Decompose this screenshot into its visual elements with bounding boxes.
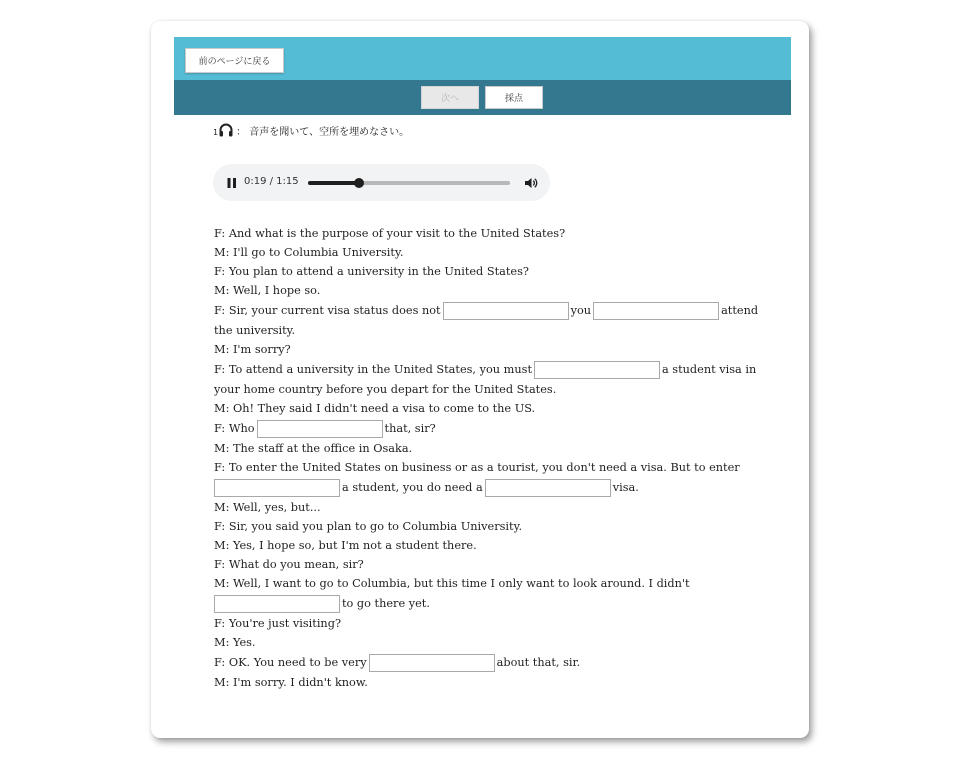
dialog-text: attend	[721, 304, 759, 317]
dialog-line: F: What do you mean, sir?	[214, 558, 364, 571]
dialog-text: to go there yet.	[342, 597, 430, 610]
dialog-line	[214, 359, 774, 380]
dialog-text: a student visa in	[661, 363, 757, 376]
next-button[interactable]: 次へ	[421, 86, 479, 109]
volume-icon[interactable]	[524, 176, 538, 190]
score-button[interactable]: 採点	[485, 86, 543, 109]
pause-icon[interactable]	[226, 176, 238, 190]
dialog-transcript	[214, 224, 774, 692]
dialog-text: a student, you do need a	[342, 481, 483, 494]
dialog-text: about that, sir.	[496, 656, 581, 669]
instruction-text: ： 音声を聞いて、空所を埋めなさい。	[236, 126, 410, 138]
back-button[interactable]: 前のページに戻る	[185, 48, 284, 73]
dialog-text: visa.	[612, 481, 639, 494]
dialog-line: F: You plan to attend a university in the United States?	[214, 265, 529, 278]
dialog-line	[214, 418, 774, 439]
dialog-text: you	[570, 304, 592, 317]
dialog-line: your home country before you depart for the United States.	[214, 383, 557, 396]
header-bar	[174, 37, 791, 80]
dialog-line: F: To enter the United States on business or as a tourist, you don't need a visa. But to enter	[214, 461, 740, 474]
dialog-text: that, sir?	[384, 422, 436, 435]
dialog-text: F: To attend a university in the United States, you must	[214, 363, 532, 376]
dialog-line: M: Yes.	[214, 636, 256, 649]
dialog-text: F: OK. You need to be very	[214, 656, 367, 669]
dialog-line: M: The staff at the office in Osaka.	[214, 442, 413, 455]
dialog-text: F: Sir, your current visa status does not	[214, 304, 441, 317]
dialog-line	[214, 477, 774, 498]
audio-progress-thumb[interactable]	[354, 178, 364, 188]
audio-progress-fill	[308, 181, 359, 185]
audio-player	[213, 164, 550, 201]
blank-input-6[interactable]	[485, 479, 611, 497]
blank-input-8[interactable]	[369, 654, 495, 672]
headphones-icon	[218, 122, 234, 138]
dialog-line	[214, 652, 774, 673]
dialog-line: F: You're just visiting?	[214, 617, 341, 630]
dialog-line: M: Oh! They said I didn't need a visa to come to the US.	[214, 402, 536, 415]
dialog-line: M: I'll go to Columbia University.	[214, 246, 404, 259]
dialog-line: M: Well, yes, but...	[214, 501, 321, 514]
question-number: 1	[213, 127, 219, 137]
blank-input-3[interactable]	[534, 361, 660, 379]
dialog-line: F: And what is the purpose of your visit to the United States?	[214, 227, 566, 240]
blank-input-2[interactable]	[593, 302, 719, 320]
blank-input-7[interactable]	[214, 595, 340, 613]
dialog-line: M: I'm sorry?	[214, 343, 291, 356]
blank-input-1[interactable]	[443, 302, 569, 320]
dialog-line: M: Yes, I hope so, but I'm not a student there.	[214, 539, 477, 552]
exercise-card	[151, 21, 809, 738]
dialog-line: F: Sir, you said you plan to go to Columbia University.	[214, 520, 523, 533]
dialog-line: M: Well, I hope so.	[214, 284, 321, 297]
dialog-line	[214, 300, 774, 321]
blank-input-4[interactable]	[257, 420, 383, 438]
dialog-line: M: Well, I want to go to Columbia, but this time I only want to look around. I didn't	[214, 577, 690, 590]
nav-bar	[174, 80, 791, 115]
question-instruction	[213, 121, 409, 139]
dialog-line	[214, 593, 774, 614]
dialog-line: the university.	[214, 324, 296, 337]
audio-progress-track[interactable]	[308, 181, 510, 185]
audio-time: 0:19 / 1:15	[244, 176, 299, 187]
blank-input-5[interactable]	[214, 479, 340, 497]
dialog-line: M: I'm sorry. I didn't know.	[214, 676, 368, 689]
dialog-text: F: Who	[214, 422, 255, 435]
